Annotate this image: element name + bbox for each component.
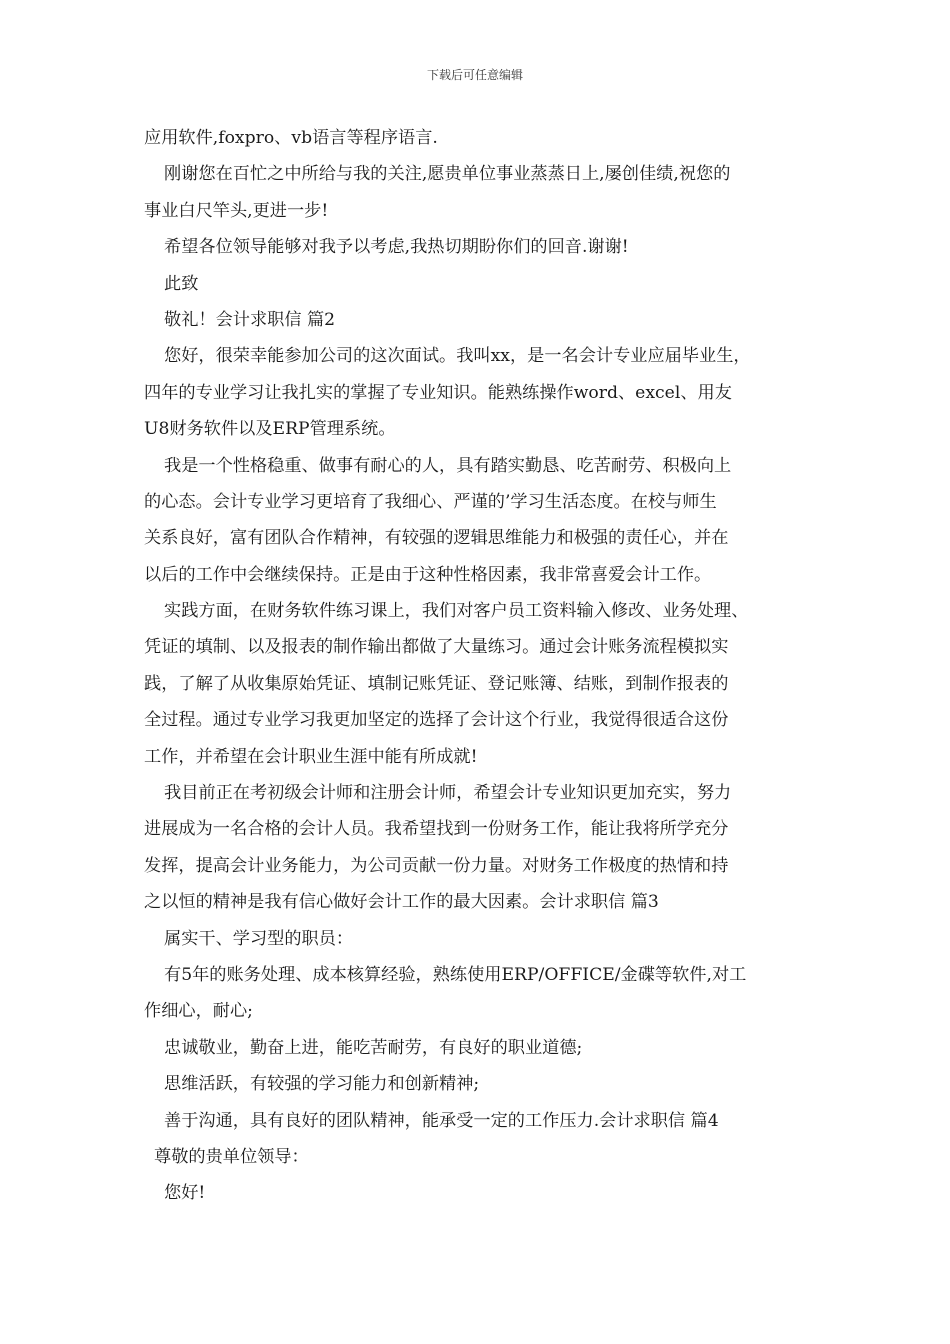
page-header: 下载后可任意编辑 (426, 68, 523, 82)
paragraph-line: 凭证的填制、以及报表的制作输出都做了大量练习。通过会计账务流程模拟实 (144, 637, 729, 658)
paragraph-line: 关系良好，富有团队合作精神，有较强的逻辑思维能力和极强的责任心，并在 (144, 528, 729, 549)
paragraph-line: U8财务软件以及ERP管理系统。 (144, 419, 396, 440)
paragraph-line: 以后的工作中会继续保持。正是由于这种性格因素，我非常喜爱会计工作。 (144, 564, 712, 585)
paragraph-line: 作细心，耐心; (144, 1001, 253, 1022)
paragraph-line: 的心态。会计专业学习更培育了我细心、严谨的’学习生活态度。在校与师生 (144, 491, 717, 512)
paragraph-line: 之以恒的精神是我有信心做好会计工作的最大因素。会计求职信 篇3 (144, 892, 659, 913)
paragraph-line: 敬礼！会计求职信 篇2 (164, 309, 336, 330)
paragraph-line: 属实干、学习型的职员： (164, 928, 354, 949)
paragraph-line: 实践方面，在财务软件练习课上，我们对客户员工资料输入修改、业务处理、 (164, 601, 749, 622)
paragraph-line: 四年的专业学习让我扎实的掌握了专业知识。能熟练操作word、excel、用友 (144, 382, 732, 403)
paragraph-line: 忠诚敬业，勤奋上进，能吃苦耐劳，有良好的职业道德; (164, 1037, 583, 1058)
paragraph-line: 您好! (164, 1183, 206, 1204)
paragraph-line: 尊敬的贵单位领导： (154, 1146, 309, 1167)
paragraph-line: 善于沟通，具有良好的团队精神，能承受一定的工作压力.会计求职信 篇4 (164, 1110, 719, 1131)
paragraph-line: 全过程。通过专业学习我更加坚定的选择了会计这个行业，我觉得很适合这份 (144, 710, 729, 731)
paragraph-line: 应用软件,foxpro、vb语言等程序语言. (144, 128, 438, 148)
paragraph-line: 我是一个性格稳重、做事有耐心的人，具有踏实勤恳、吃苦耐劳、积极向上 (164, 455, 732, 476)
document-body (144, 120, 814, 1212)
paragraph-line: 践，了解了从收集原始凭证、填制记账凭证、登记账簿、结账，到制作报表的 (144, 673, 729, 694)
paragraph-line: 发挥，提高会计业务能力，为公司贡献一份力量。对财务工作极度的热情和持 (144, 855, 729, 876)
paragraph-line: 事业白尺竿头,更进一步! (144, 200, 329, 221)
paragraph-line: 您好，很荣幸能参加公司的这次面试。我叫xx，是一名会计专业应届毕业生， (164, 346, 751, 367)
paragraph-line: 思维活跃，有较强的学习能力和创新精神; (164, 1074, 480, 1095)
paragraph-line: 有5年的账务处理、成本核算经验，熟练使用ERP/OFFICE/金碟等软件,对工 (164, 964, 747, 985)
paragraph-line: 希望各位领导能够对我予以考虑,我热切期盼你们的回音.谢谢! (164, 237, 629, 258)
paragraph-line: 刚谢您在百忙之中所给与我的关注,愿贵单位事业蒸蒸日上,屡创佳绩,祝您的 (164, 164, 731, 185)
paragraph-line: 此致 (164, 273, 199, 294)
paragraph-line: 我目前正在考初级会计师和注册会计师，希望会计专业知识更加充实，努力 (164, 783, 732, 804)
paragraph-line: 进展成为一名合格的会计人员。我希望找到一份财务工作，能让我将所学充分 (144, 819, 729, 840)
paragraph-line: 工作，并希望在会计职业生涯中能有所成就! (144, 746, 478, 767)
